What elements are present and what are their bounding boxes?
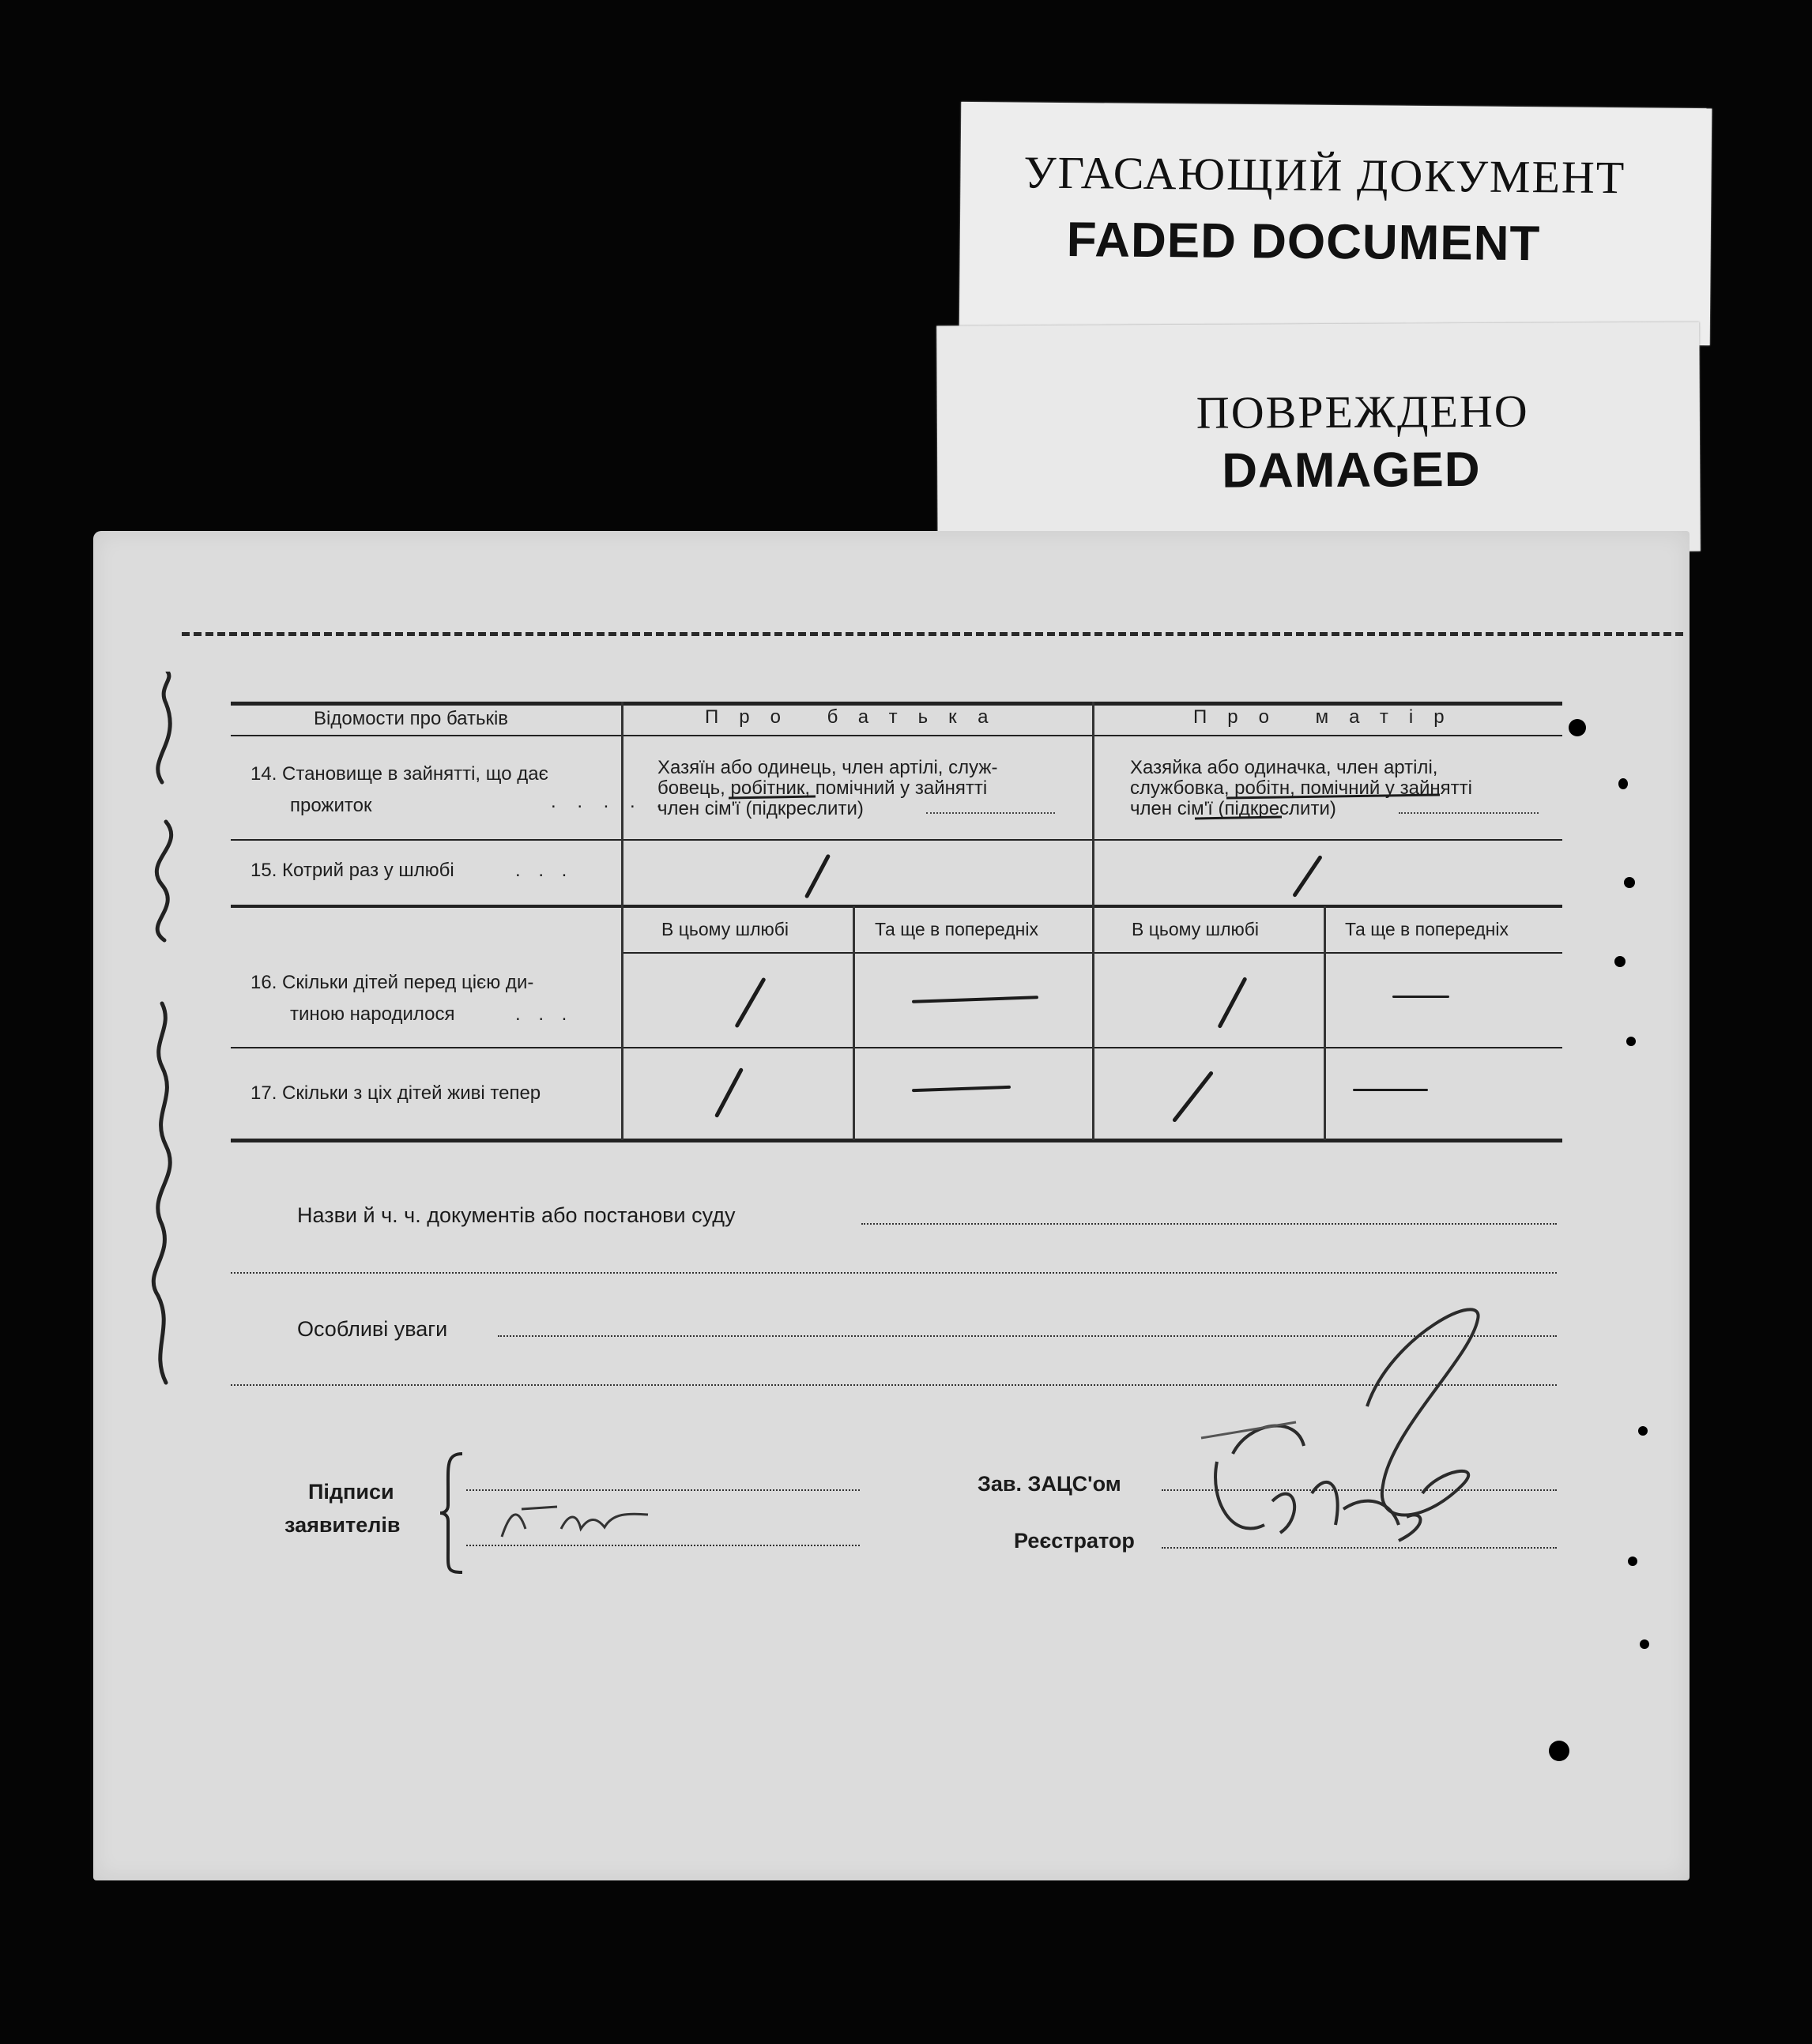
- row17-father-this: [714, 1067, 744, 1118]
- documents-line-2[interactable]: [231, 1272, 1557, 1274]
- row14-mother-2: службовка, робітн, помічний у зайнятті: [1130, 777, 1472, 799]
- underline-marks: [729, 789, 1519, 836]
- row14-father-2: бовець, робітник, помічний у зайнятті: [657, 777, 988, 799]
- applicant-signature: [494, 1497, 660, 1545]
- faded-document-card: [959, 102, 1712, 345]
- row17-mother-this: [1172, 1071, 1214, 1123]
- subheader-father-this: В цьому шлюбі: [661, 919, 789, 939]
- row16-father-prev: [912, 996, 1038, 1003]
- parents-info-table: [231, 702, 1562, 1144]
- row16-father-this: [734, 977, 766, 1029]
- signatures-label-1: Підписи: [308, 1480, 394, 1504]
- row14-father-1: Хазяїн або одинець, член артілі, служ-: [657, 757, 998, 778]
- tear-line: [182, 632, 1683, 636]
- punch-hole: [1626, 1037, 1636, 1046]
- header-col1: Відомости про батьків: [314, 708, 509, 729]
- punch-hole: [1618, 778, 1628, 789]
- documents-label: Назви й ч. ч. документів або постанови суду: [297, 1203, 736, 1227]
- row14-label-2: прожиток: [290, 795, 372, 816]
- damaged-en: DAMAGED: [1222, 442, 1481, 499]
- signatures-label-2: заявителів: [284, 1513, 401, 1537]
- row17-label: 17. Скільки з ціх дітей живі тепер: [251, 1082, 541, 1104]
- faded-document-ru: УГАСАЮЩИЙ ДОКУМЕНТ: [1023, 146, 1626, 204]
- header-mother: Про матір: [1193, 706, 1465, 728]
- damaged-ru: ПОВРЕЖДЕНО: [1196, 385, 1529, 439]
- margin-handwriting: [119, 672, 205, 1398]
- row16-mother-this: [1217, 977, 1247, 1029]
- documents-line-1[interactable]: [861, 1223, 1557, 1225]
- damaged-card: [936, 322, 1701, 555]
- remarks-label: Особливі уваги: [297, 1317, 448, 1341]
- row15-dots: . . .: [515, 860, 574, 881]
- applicant-signature-line-2[interactable]: [466, 1545, 860, 1546]
- head-label: Зав. ЗАЦС'ом: [978, 1472, 1121, 1496]
- faded-document-en: FADED DOCUMENT: [1066, 213, 1541, 272]
- row16-dots: . . .: [515, 1003, 574, 1025]
- row16-label-2: тиною народилося: [290, 1003, 455, 1025]
- row15-mother-value: [1292, 855, 1323, 898]
- header-father: Про батька: [705, 706, 1009, 728]
- subheader-mother-this: В цьому шлюбі: [1132, 919, 1260, 939]
- row17-father-prev: [912, 1086, 1011, 1092]
- row17-mother-prev: [1353, 1089, 1428, 1091]
- punch-hole: [1628, 1557, 1637, 1566]
- row14-label-1: 14. Становище в зайнятті, що дає: [251, 763, 548, 785]
- punch-hole: [1624, 877, 1635, 888]
- signatures-brace: [439, 1450, 470, 1576]
- punch-hole: [1640, 1639, 1649, 1649]
- subheader-mother-prev: Та ще в попередніх: [1345, 919, 1509, 939]
- row14-mother-1: Хазяйка або одиначка, член артілі,: [1130, 757, 1438, 778]
- row16-mother-prev: [1392, 996, 1449, 998]
- row14-father-3: член сім'ї (підкреслити): [657, 798, 864, 819]
- punch-hole: [1614, 956, 1626, 967]
- registrar-label: Реєстратор: [1014, 1529, 1135, 1553]
- punch-hole: [1569, 719, 1586, 736]
- punch-hole: [1549, 1741, 1569, 1761]
- row14-mother-3: член сім'ї (підкреслити): [1130, 798, 1336, 819]
- row16-label-1: 16. Скільки дітей перед цією ди-: [251, 972, 534, 993]
- row15-father-value: [804, 853, 831, 898]
- official-signature: [1185, 1288, 1501, 1588]
- punch-hole: [1638, 1426, 1648, 1436]
- subheader-father-prev: Та ще в попередніх: [875, 919, 1038, 939]
- row14-dots: . . . . .: [551, 791, 670, 812]
- applicant-signature-line-1[interactable]: [466, 1489, 860, 1491]
- row15-label: 15. Котрий раз у шлюбі: [251, 860, 454, 881]
